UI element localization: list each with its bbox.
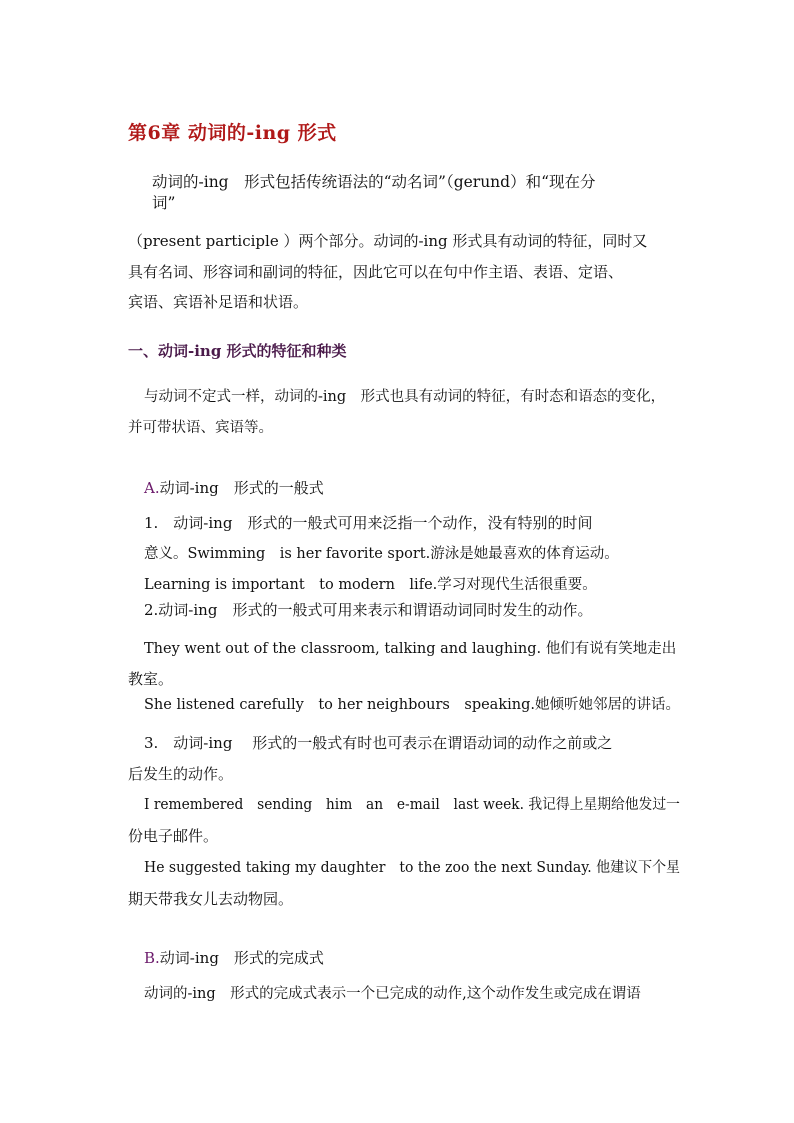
item3-line-1: 3. 动词-ing 形式的一般式有时也可表示在谓语动词的动作之前或之 bbox=[144, 734, 613, 752]
chapter-title: 第6章 动词的-ing 形式 bbox=[128, 122, 337, 144]
subsection-b-paragraph-line-1: 动词的-ing 形式的完成式表示一个已完成的动作,这个动作发生或完成在谓语 bbox=[144, 986, 641, 1002]
item2-line-1: 2.动词-ing 形式的一般式可用来表示和谓语动词同时发生的动作。 bbox=[144, 601, 593, 619]
item1-line-1: 1. 动词-ing 形式的一般式可用来泛指一个动作，没有特别的时间 bbox=[144, 514, 593, 532]
section1-paragraph-line-2: 并可带状语、宾语等。 bbox=[128, 420, 273, 436]
subsection-a-heading bbox=[144, 477, 324, 498]
section-heading-1: 一、动词-ing 形式的特征和种类 bbox=[128, 342, 347, 360]
intro-line-4: 具有名词、形容词和副词的特征，因此它可以在句中作主语、表语、定语、 bbox=[128, 263, 624, 281]
item2-line-3: 教室。 bbox=[128, 670, 174, 688]
subsection-a-title: 动词-ing 形式的一般式 bbox=[159, 479, 324, 497]
item2-line-4: She listened carefully to her neighbours speaking.她倾听她邻居的讲话。 bbox=[144, 697, 680, 713]
item3-line-2: 后发生的动作。 bbox=[128, 765, 234, 783]
intro-line-2: 词” bbox=[152, 194, 176, 212]
subsection-a-letter: A. bbox=[144, 479, 160, 497]
section1-paragraph-line-1: 与动词不定式一样，动词的-ing 形式也具有动词的特征，有时态和语态的变化， bbox=[144, 389, 666, 405]
intro-line-3: （present participle ）两个部分。动词的-ing 形式具有动词的特征，同时又 bbox=[128, 232, 648, 250]
item1-line-3: Learning is important to modern life.学习对现代生活很重要。 bbox=[144, 577, 597, 593]
item2-line-2: They went out of the classroom, talking and laughing. 他们有说有笑地走出 bbox=[144, 641, 677, 657]
intro-line-1: 动词的-ing 形式包括传统语法的“动名词”（gerund）和“现在分 bbox=[152, 173, 596, 191]
item3-line-4: 份电子邮件。 bbox=[128, 827, 219, 845]
item3-line-5: He suggested taking my daughter to the zoo the next Sunday. 他建议下个星 bbox=[144, 860, 681, 876]
item3-line-3: I remembered sending him an e-mail last week. 我记得上星期给他发过一 bbox=[144, 797, 680, 813]
subsection-b-heading bbox=[144, 947, 324, 968]
subsection-b-letter: B. bbox=[144, 949, 160, 967]
subsection-b-title: 动词-ing 形式的完成式 bbox=[159, 949, 324, 967]
item1-line-2: 意义。Swimming is her favorite sport.游泳是她最喜欢的体育运动。 bbox=[144, 546, 619, 562]
intro-line-5: 宾语、宾语补足语和状语。 bbox=[128, 293, 309, 311]
item3-line-6: 期天带我女儿去动物园。 bbox=[128, 890, 294, 908]
